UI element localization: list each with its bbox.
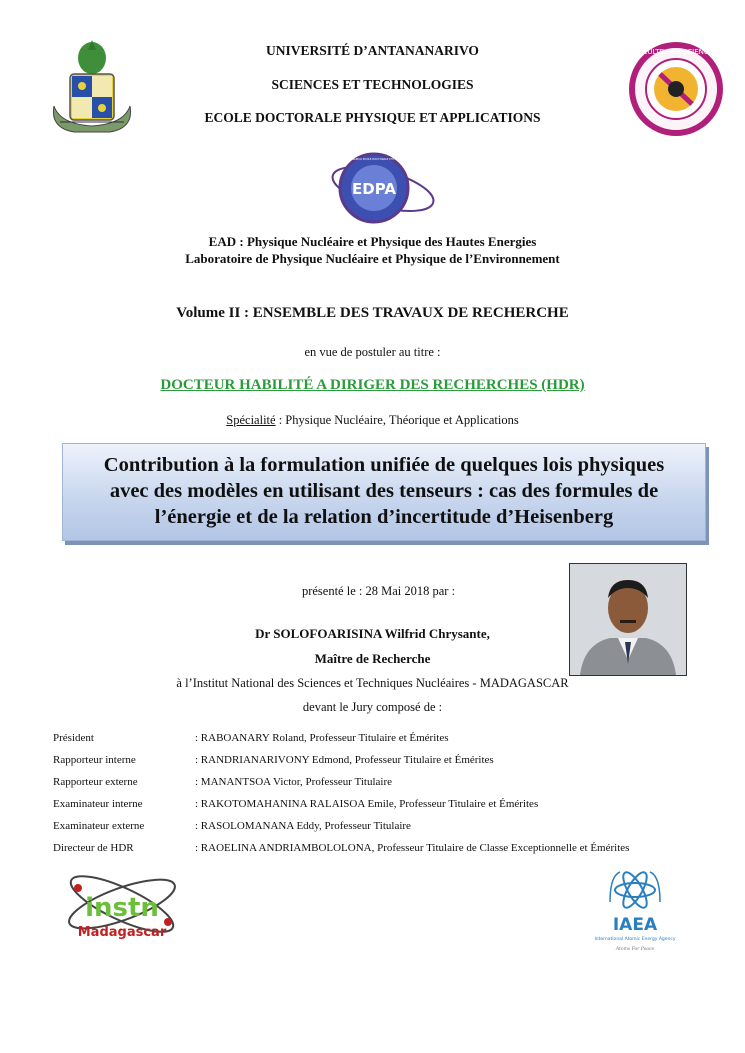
- jury-member: : RABOANARY Roland, Professeur Titulaire et Émérites: [195, 732, 449, 744]
- jury-member: : RANDRIANARIVONY Edmond, Professeur Titulaire et Émérites: [195, 754, 494, 766]
- jury-role: Rapporteur externe: [53, 776, 138, 788]
- author-rank: Maître de Recherche: [314, 651, 431, 666]
- laboratory-line: Laboratoire de Physique Nucléaire et Physique de l’Environnement: [185, 251, 560, 266]
- faculty-seal-ring-text: FACULTE DES SCIENCES: [634, 48, 718, 56]
- edpa-logo: [328, 144, 438, 234]
- thesis-title-line: l’énergie et de la relation d’incertitude d’Heisenberg: [154, 506, 614, 528]
- purpose-text: en vue de postuler au titre :: [304, 345, 441, 359]
- jury-row: [53, 732, 713, 746]
- jury-member: : RAOELINA ANDRIAMBOLOLONA, Professeur Titulaire de Classe Exceptionnelle et Émérites: [195, 842, 630, 854]
- jury-member: : MANANTSOA Victor, Professeur Titulaire: [195, 776, 393, 788]
- jury-row: [53, 842, 713, 856]
- instn-logo-text: instn: [85, 893, 159, 923]
- jury-row: [53, 754, 713, 768]
- thesis-title-line: Contribution à la formulation unifiée de quelques lois physiques: [103, 454, 665, 476]
- doctoral-school-name: ECOLE DOCTORALE PHYSIQUE ET APPLICATIONS: [204, 110, 541, 125]
- thesis-title: [63, 452, 705, 530]
- university-name: UNIVERSITÉ D’ANTANANARIVO: [266, 43, 479, 58]
- specialty-value: : Physique Nucléaire, Théorique et Applications: [275, 413, 519, 427]
- jury-member: : RAKOTOMAHANINA RALAISOA Emile, Professeur Titulaire et Émérites: [195, 798, 539, 810]
- jury-role: Président: [53, 732, 94, 744]
- volume-title: Volume II : ENSEMBLE DES TRAVAUX DE RECHERCHE: [176, 305, 569, 321]
- thesis-title-line: avec des modèles en utilisant des tenseurs : cas des formules de: [109, 480, 659, 502]
- jury-member: : RASOLOMANANA Eddy, Professeur Titulaire: [195, 820, 411, 832]
- jury-role: Rapporteur interne: [53, 754, 136, 766]
- jury-role: Examinateur interne: [53, 798, 143, 810]
- iaea-logo-text: IAEA: [612, 915, 658, 935]
- faculty-name: SCIENCES ET TECHNOLOGIES: [271, 77, 474, 92]
- author-photo: [569, 563, 687, 676]
- ead-line: EAD : Physique Nucléaire et Physique des Hautes Energies: [208, 234, 537, 249]
- instn-logo-subtext: Madagascar: [77, 925, 167, 940]
- jury-role: Directeur de HDR: [53, 842, 134, 854]
- jury-intro: devant le Jury composé de :: [302, 700, 443, 714]
- specialty-line: [0, 413, 745, 428]
- iaea-logo: [580, 868, 690, 960]
- jury-row: [53, 798, 713, 812]
- degree-title: DOCTEUR HABILITÉ A DIRIGER DES RECHERCHES (HDR): [160, 377, 585, 393]
- specialty-label: Spécialité: [226, 413, 276, 427]
- edpa-logo-text: EDPA: [352, 180, 396, 198]
- author-name: Dr SOLOFOARISINA Wilfrid Chrysante,: [255, 626, 490, 641]
- presentation-date: présenté le : 28 Mai 2018 par :: [301, 584, 456, 598]
- edpa-ring-text: UNIVERSITE D'ANTANANARIVO ECOLE DOCTORALE PHYSIQUE ET APPLICATIONS: [328, 158, 426, 161]
- author-institution: à l’Institut National des Sciences et Techniques Nucléaires - MADAGASCAR: [176, 676, 569, 690]
- jury-row: [53, 820, 713, 834]
- thesis-title-box: [62, 443, 706, 541]
- jury-role: Examinateur externe: [53, 820, 145, 832]
- iaea-motto: Atoms For Peace: [615, 947, 655, 952]
- jury-row: [53, 776, 713, 790]
- instn-madagascar-logo: [60, 864, 186, 954]
- iaea-logo-subtext: International Atomic Energy Agency: [594, 937, 676, 942]
